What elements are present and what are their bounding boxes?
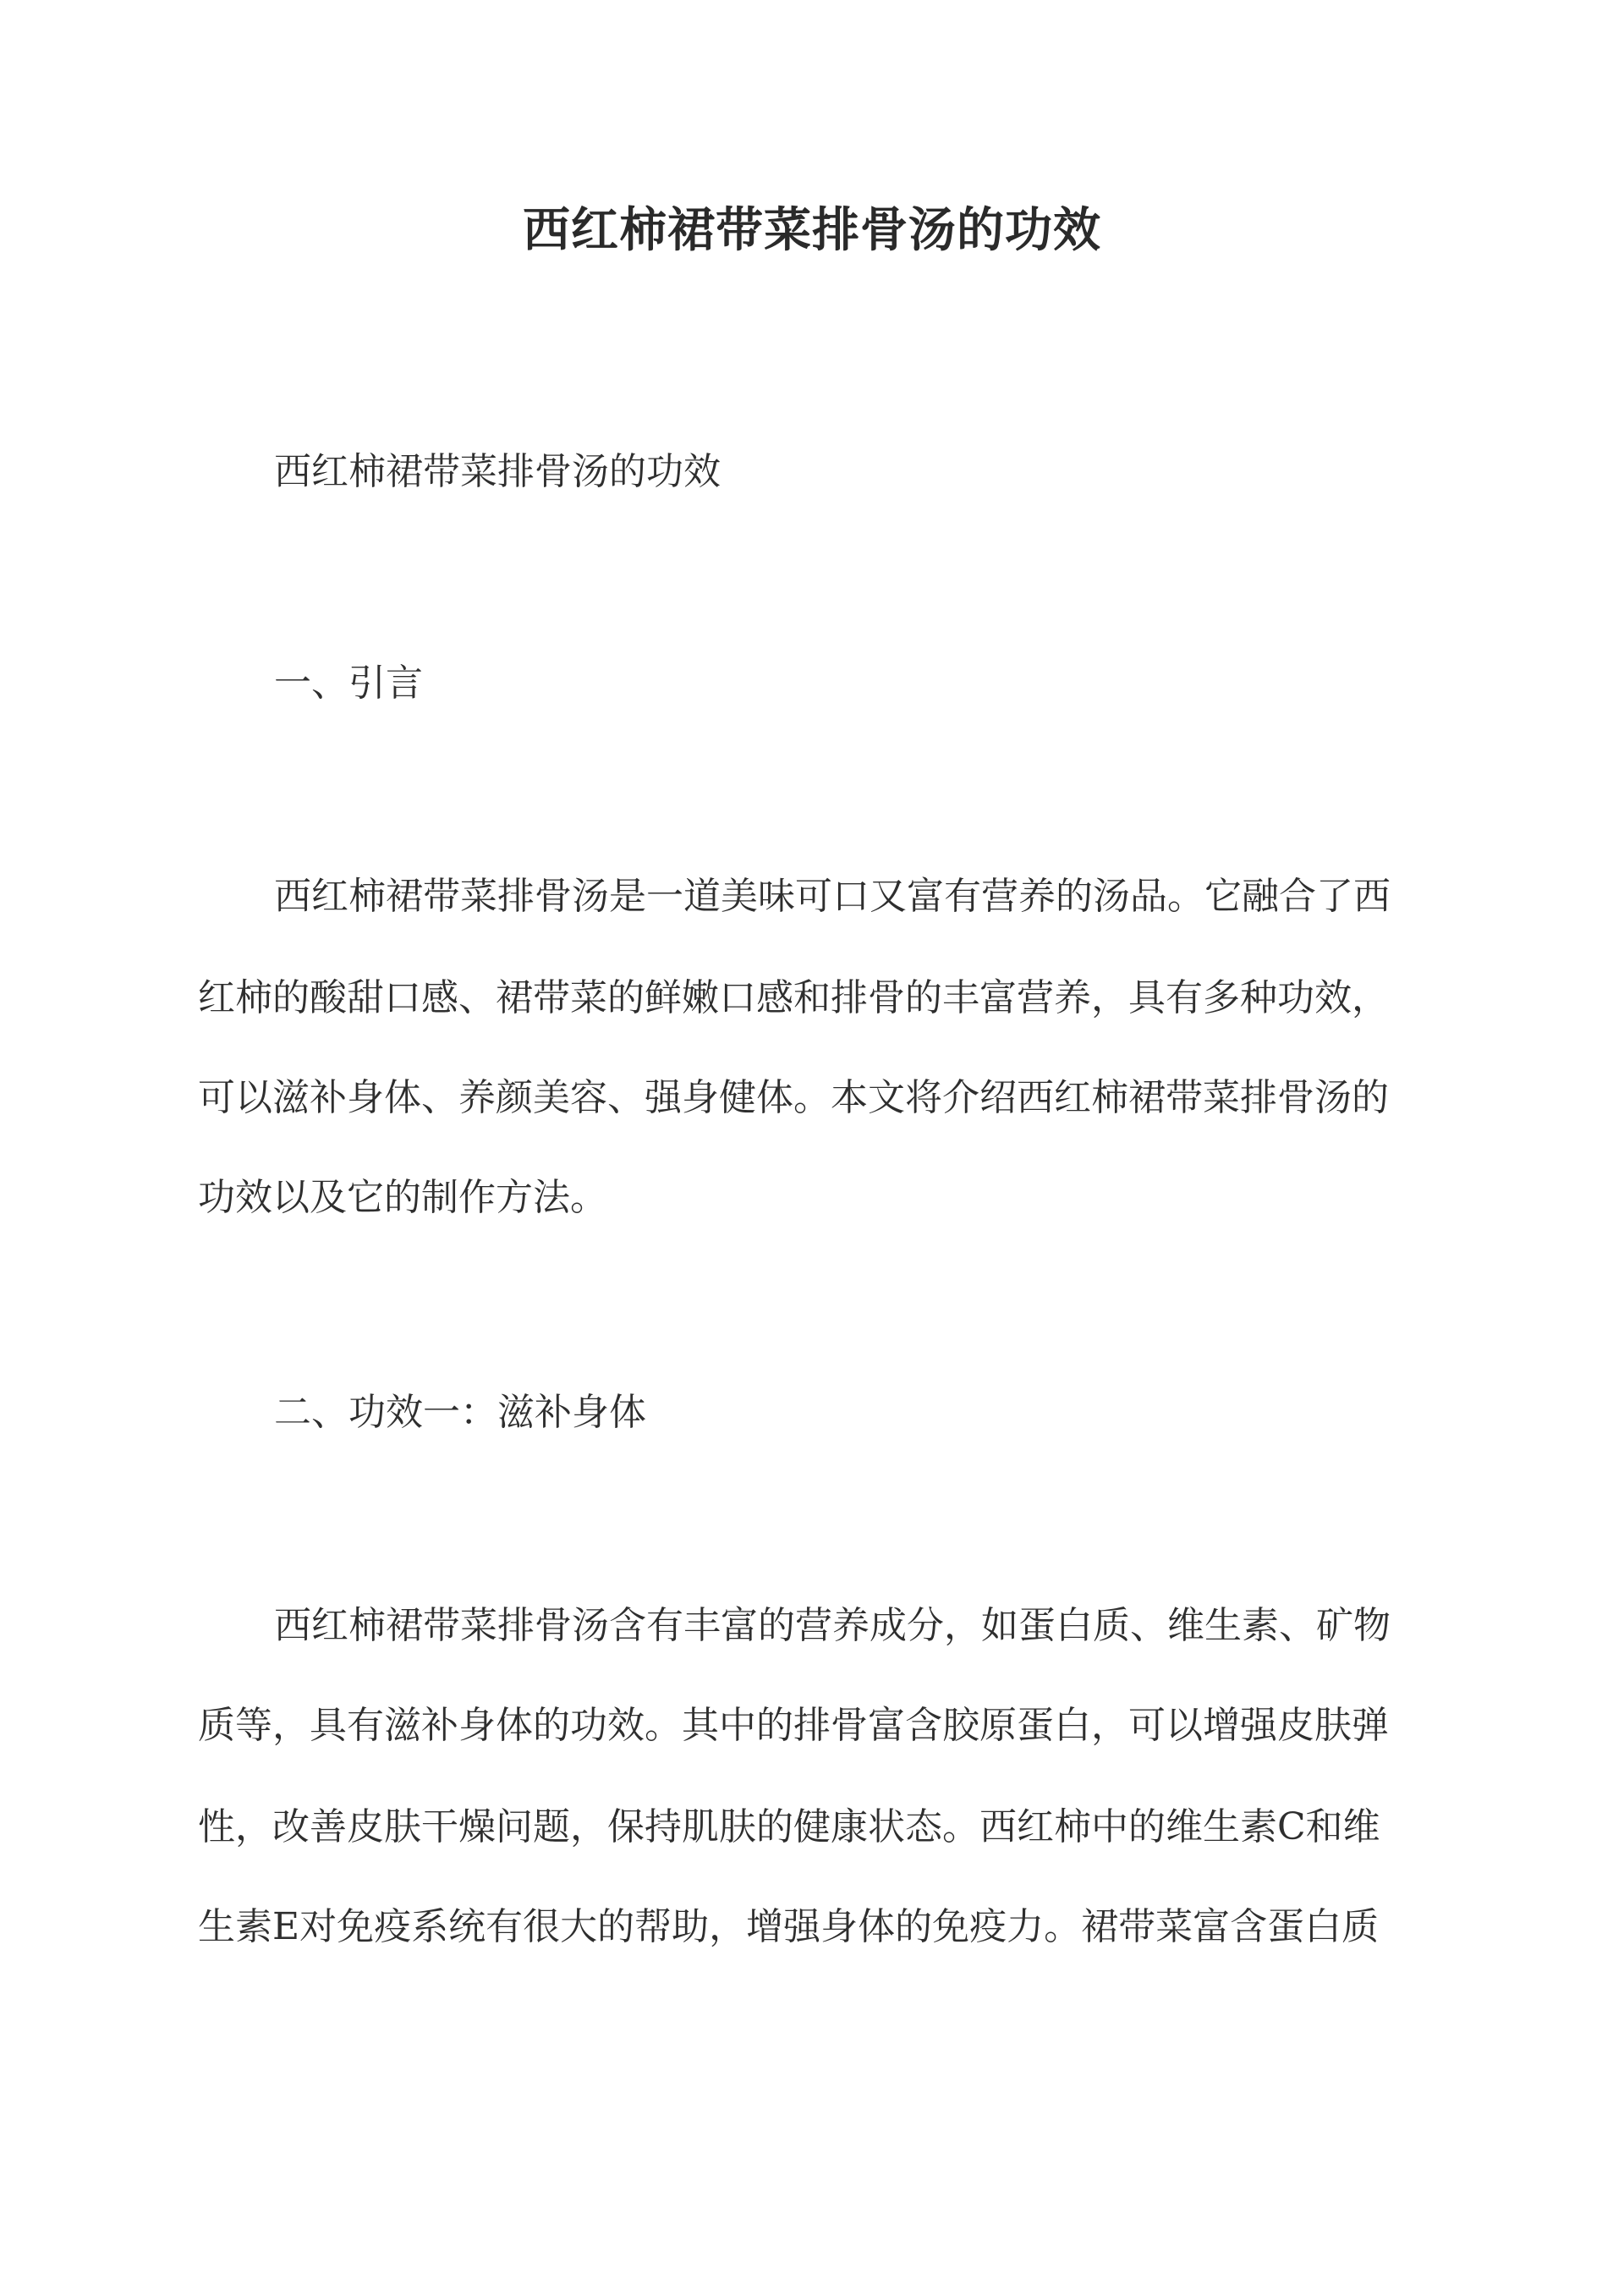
intro-paragraph-line: 可以滋补身体、养颜美容、强身健体。本文将介绍西红柿裙带菜排骨汤的 [198,1076,1389,1119]
nourish-paragraph-line: 西红柿裙带菜排骨汤含有丰富的营养成分，如蛋白质、维生素、矿物 [274,1604,1391,1647]
nourish-paragraph-line: 生素E对免疫系统有很大的帮助，增强身体的免疫力。裙带菜富含蛋白质 [198,1905,1380,1948]
document-subtitle: 西红柿裙带菜排骨汤的功效 [274,450,721,493]
intro-paragraph-line: 红柿的酸甜口感、裙带菜的鲜嫩口感和排骨的丰富营养，具有多种功效， [198,976,1389,1019]
nourish-paragraph-line: 质等，具有滋补身体的功效。其中的排骨富含胶原蛋白，可以增强皮肤弹 [198,1704,1389,1747]
section-heading-nourish: 二、功效一：滋补身体 [274,1391,646,1434]
intro-paragraph-line: 西红柿裙带菜排骨汤是一道美味可口又富有营养的汤品。它融合了西 [274,875,1391,918]
section-heading-intro: 一、引言 [274,662,423,705]
intro-paragraph-line: 功效以及它的制作方法。 [198,1176,607,1219]
nourish-paragraph-line: 性，改善皮肤干燥问题，保持肌肤的健康状态。西红柿中的维生素C和维 [198,1805,1380,1848]
document-title: 西红柿裙带菜排骨汤的功效 [523,202,1101,258]
